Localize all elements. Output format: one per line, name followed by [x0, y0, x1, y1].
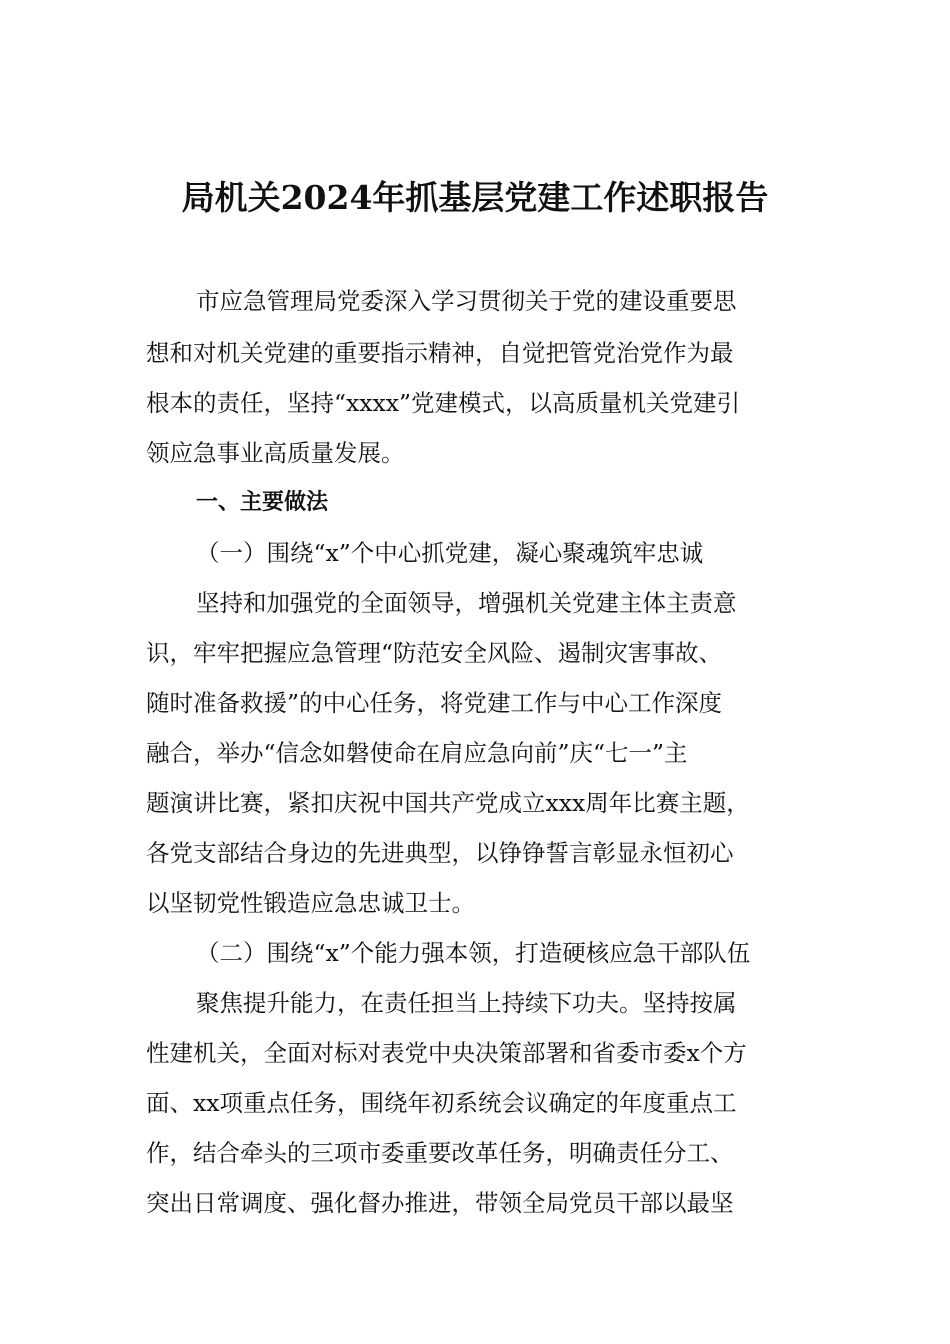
paragraph-line: 题演讲比赛，紧扣庆祝中国共产党成立xxx周年比赛主题， [146, 789, 750, 817]
section-heading: 一、主要做法 [196, 490, 329, 515]
intro-line: 市应急管理局党委深入学习贯彻关于党的建设重要思 [196, 287, 737, 315]
paragraph-line: 随时准备救援”的中心任务，将党建工作与中心工作深度 [146, 689, 723, 717]
paragraph-line: 聚焦提升能力，在责任担当上持续下功夫。坚持按属 [196, 989, 737, 1017]
paragraph-line: 突出日常调度、强化督办推进，带领全局党员干部以最坚 [146, 1189, 734, 1217]
paragraph-line: 以坚韧党性锻造应急忠诚卫士。 [146, 889, 475, 917]
subsection-heading: （二）围绕“x”个能力强本领，打造硬核应急干部队伍 [196, 939, 751, 967]
paragraph-line: 融合，举办“信念如磐使命在肩应急向前”庆“七一”主 [146, 739, 688, 767]
paragraph-line: 性建机关，全面对标对表党中央决策部署和省委市委x个方 [146, 1039, 747, 1067]
intro-line: 领应急事业高质量发展。 [146, 439, 405, 467]
paragraph-line: 各党支部结合身边的先进典型，以铮铮誓言彰显永恒初心 [146, 839, 734, 867]
paragraph-line: 坚持和加强党的全面领导，增强机关党建主体主责意 [196, 589, 737, 617]
subsection-heading: （一）围绕“x”个中心抓党建，凝心聚魂筑牢忠诚 [196, 539, 704, 567]
paragraph-line: 作，结合牵头的三项市委重要改革任务，明确责任分工、 [146, 1139, 734, 1167]
intro-line: 想和对机关党建的重要指示精神，自觉把管党治党作为最 [146, 339, 734, 367]
paragraph-line: 识，牢牢把握应急管理“防范安全风险、遏制灾害事故、 [146, 639, 723, 667]
intro-line: 根本的责任，坚持“xxxx”党建模式，以高质量机关党建引 [146, 389, 741, 417]
document-title: 局机关2024年抓基层党建工作述职报告 [181, 178, 769, 217]
paragraph-line: 面、xx项重点任务，围绕年初系统会议确定的年度重点工 [146, 1089, 737, 1117]
